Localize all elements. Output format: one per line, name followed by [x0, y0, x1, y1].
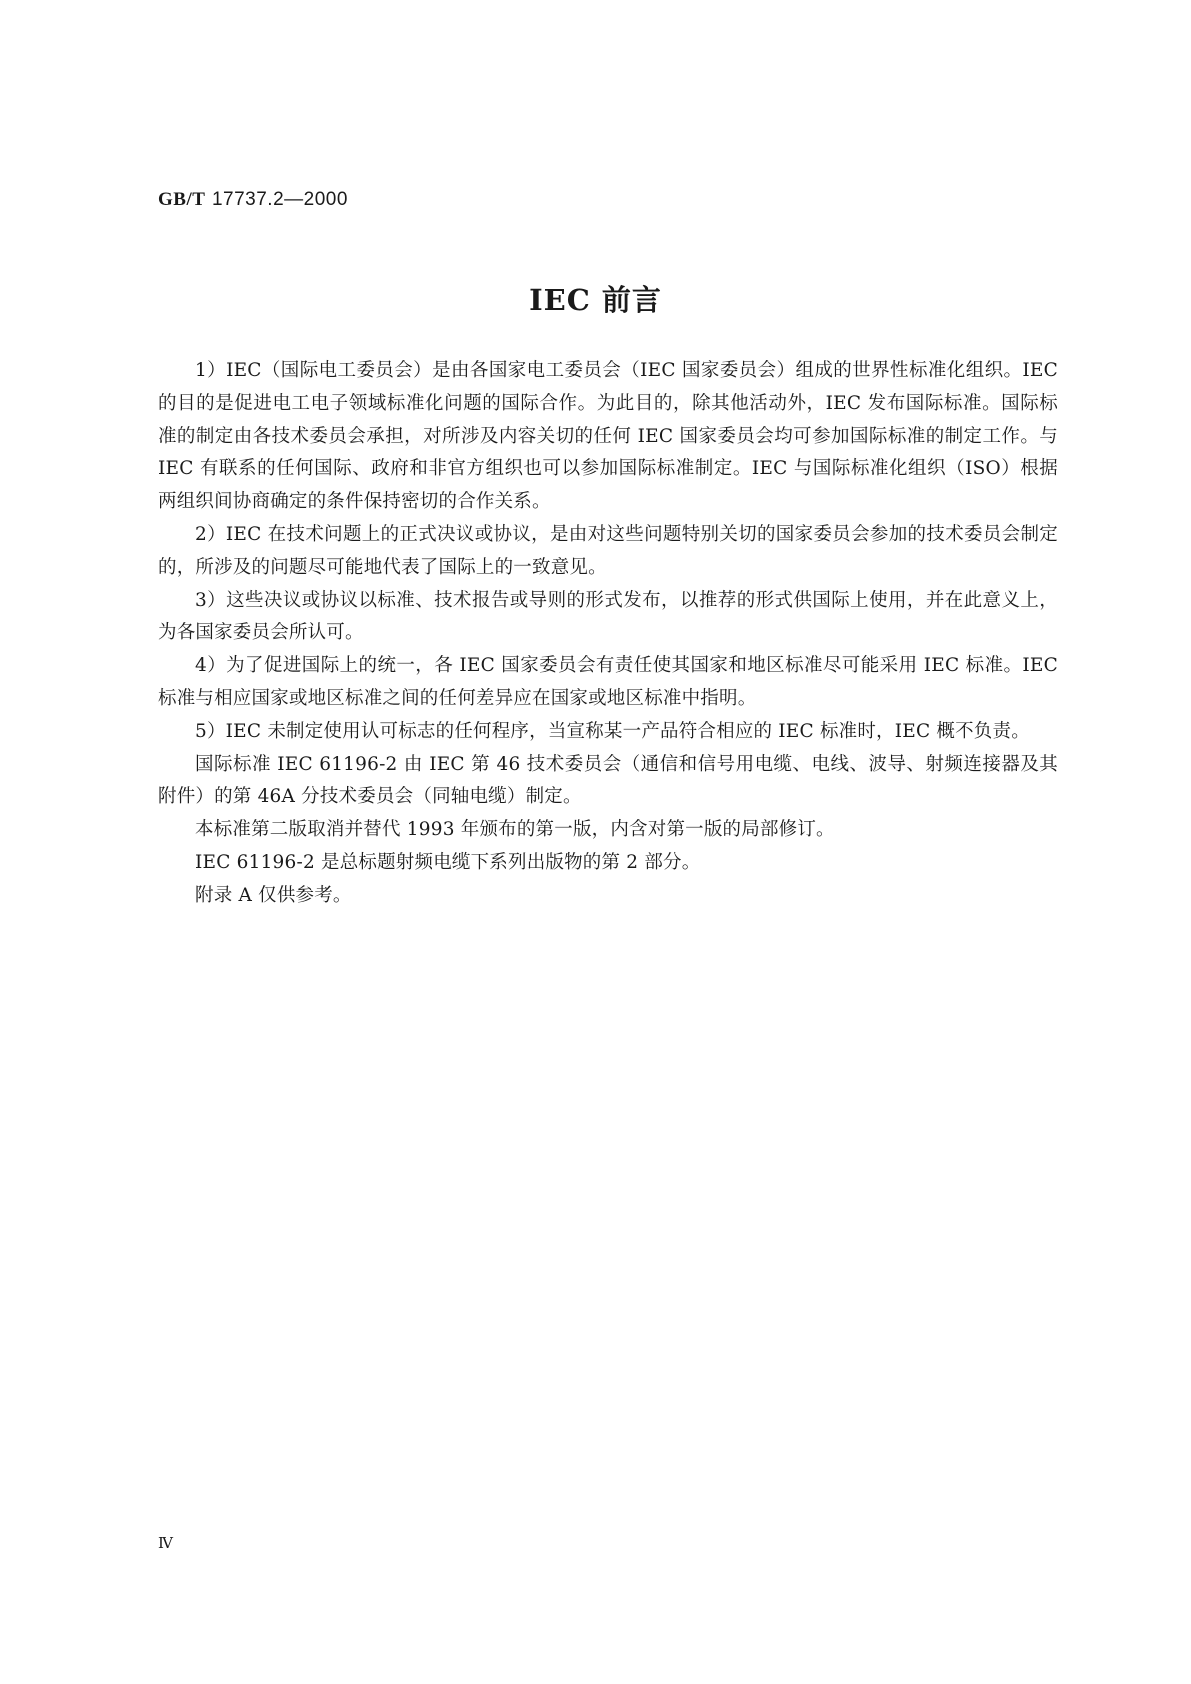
page-number: Ⅳ [158, 1534, 173, 1552]
standard-prefix: GB/T [158, 189, 206, 210]
paragraph-4: 4）为了促进国际上的统一，各 IEC 国家委员会有责任使其国家和地区标准尽可能采用 IEC 标准。IEC 标准与相应国家或地区标准之间的任何差异应在国家或地区标准中指明。 [158, 655, 1058, 709]
paragraph-7: 本标准第二版取消并替代 1993 年颁布的第一版，内含对第一版的局部修订。 [195, 819, 835, 841]
paragraph-8: IEC 61196-2 是总标题射频电缆下系列出版物的第 2 部分。 [195, 851, 701, 873]
standard-code [158, 188, 348, 211]
standard-number: 17737.2—2000 [211, 189, 348, 210]
paragraph-5: 5）IEC 未制定使用认可标志的任何程序，当宣称某一产品符合相应的 IEC 标准时，IEC 概不负责。 [195, 720, 1030, 742]
page-title: IEC 前言 [529, 283, 662, 317]
paragraph-1: 1）IEC（国际电工委员会）是由各国家电工委员会（IEC 国家委员会）组成的世界性标准化组织。IEC 的目的是促进电工电子领域标准化问题的国际合作。为此目的，除其他活动外，IEC 发布国际标准。国际标准的制定由各技术委员会承担，对所涉及内容关切的任何 IEC 国家委员会均可参加国际标准的制定工作。与 IEC 有联系的任何国际、政府和非官方组织也可以参加国际标准制定。IEC 与国际标准化组织（ISO）根据两组织间协商确定的条件保持密切的合作关系。 [158, 360, 1058, 513]
paragraph-3: 3）这些决议或协议以标准、技术报告或导则的形式发布，以推荐的形式供国际上使用，并在此意义上，为各国家委员会所认可。 [158, 589, 1058, 644]
foreword-body [158, 355, 1058, 913]
paragraph-9: 附录 A 仅供参考。 [195, 884, 352, 906]
paragraph-2: 2）IEC 在技术问题上的正式决议或协议，是由对这些问题特别关切的国家委员会参加的技术委员会制定的，所涉及的问题尽可能地代表了国际上的一致意见。 [158, 523, 1058, 578]
paragraph-6: 国际标准 IEC 61196-2 由 IEC 第 46 技术委员会（通信和信号用电缆、电线、波导、射频连接器及其附件）的第 46A 分技术委员会（同轴电缆）制定。 [158, 753, 1058, 808]
